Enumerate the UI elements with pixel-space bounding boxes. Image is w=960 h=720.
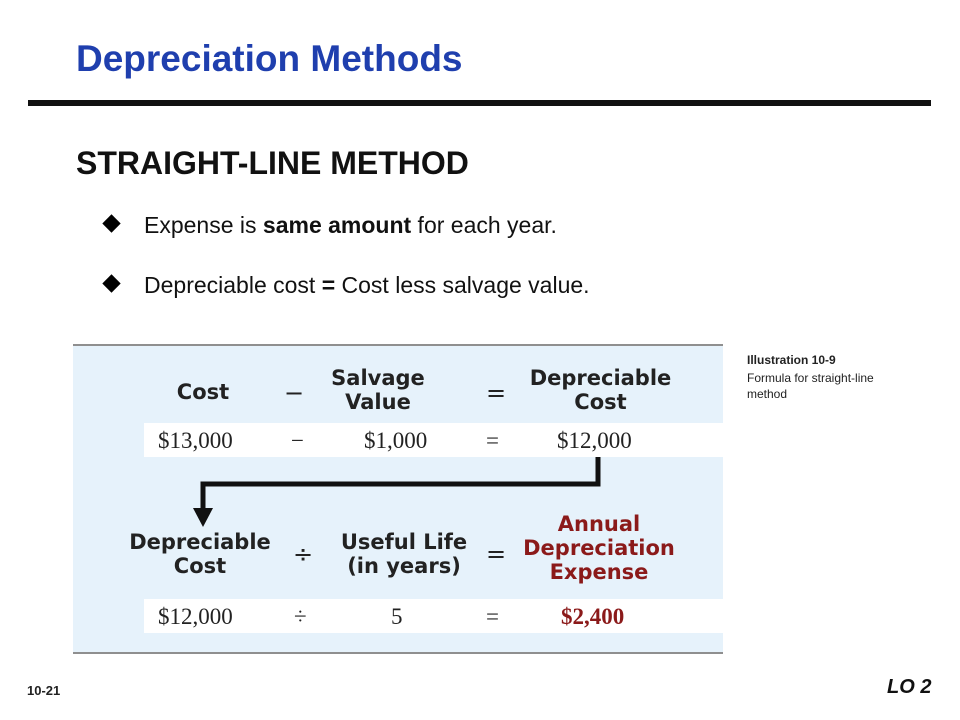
value-depreciable-cost: $12,000 (158, 604, 233, 629)
value-operator: = (486, 428, 499, 453)
bullet-emphasis: same amount (262, 212, 412, 238)
arrow-head-icon (193, 508, 213, 527)
bullet-text: Expense is (144, 212, 263, 238)
section-heading: STRAIGHT-LINE METHOD (76, 145, 469, 181)
bullet-text: for each year. (411, 212, 557, 238)
header-depreciable-cost: Depreciable Cost (529, 366, 672, 414)
bullet-text: Depreciable cost (144, 272, 322, 298)
value-operator: = (486, 604, 499, 629)
slide-title: Depreciation Methods (76, 38, 463, 79)
value-operator: − (291, 428, 304, 453)
illustration-label: Illustration 10-9 (747, 353, 836, 367)
value-salvage: $1,000 (364, 428, 428, 453)
arrow-line (203, 457, 598, 512)
header-salvage-value: Salvage Value (331, 366, 425, 414)
value-depreciable-cost: $12,000 (557, 428, 632, 453)
equals-operator: = (485, 540, 507, 568)
value-useful-life: 5 (391, 604, 403, 629)
divide-operator: ÷ (292, 540, 314, 568)
minus-operator: − (283, 379, 305, 407)
header-cost: Cost (176, 380, 230, 404)
value-operator: ÷ (294, 604, 307, 629)
learning-objective: LO 2 (887, 676, 932, 698)
illustration-caption: Formula for straight-line method (747, 371, 874, 401)
header-useful-life: Useful Life (in years) (340, 530, 468, 578)
header-annual-depreciation: Annual Depreciation Expense (523, 512, 675, 584)
equals-operator: = (485, 379, 507, 407)
page-number: 10-21 (27, 683, 61, 698)
value-cost: $13,000 (158, 428, 233, 453)
bullet-text: Cost less salvage value. (335, 272, 590, 298)
bullet-emphasis: = (321, 272, 336, 298)
value-annual-depreciation: $2,400 (561, 604, 625, 629)
header-depreciable-cost-2: Depreciable Cost (129, 530, 271, 578)
